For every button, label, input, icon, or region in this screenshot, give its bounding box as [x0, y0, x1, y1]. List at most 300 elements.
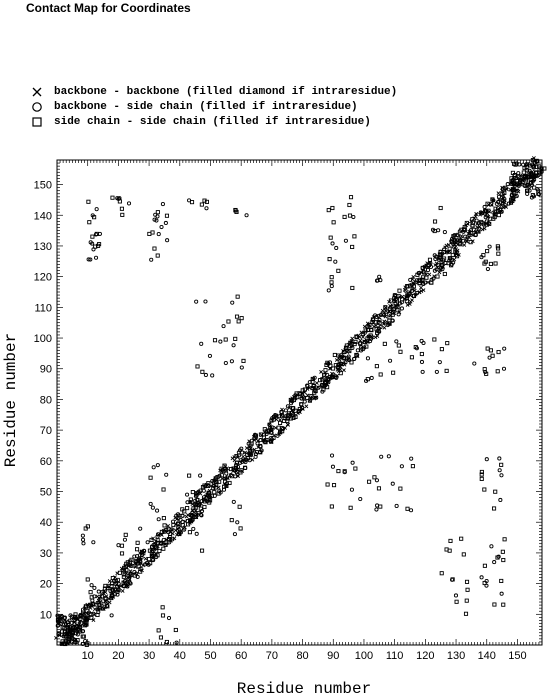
y-tick-label: 30 [39, 547, 52, 560]
contact-point [506, 182, 509, 185]
contact-point [92, 618, 95, 621]
contact-point [136, 541, 139, 544]
contact-point [428, 258, 431, 261]
contact-point [213, 491, 216, 494]
contact-point [493, 603, 496, 606]
contact-point [331, 242, 334, 245]
contact-point [159, 636, 162, 639]
contact-point [111, 196, 114, 199]
contact-point [284, 409, 287, 412]
contact-point [152, 466, 155, 469]
contact-point [493, 561, 496, 564]
contact-point [353, 235, 356, 238]
contact-point [466, 588, 469, 591]
contact-point [421, 370, 424, 373]
contact-point [192, 527, 195, 530]
contact-point [399, 487, 402, 490]
x-tick-label: 80 [296, 650, 309, 662]
contact-point [208, 354, 211, 357]
contact-point [149, 502, 152, 505]
contact-point [89, 591, 92, 594]
contact-point [460, 234, 463, 237]
contact-point [245, 214, 248, 217]
contact-point [500, 579, 503, 582]
contact-point [462, 553, 465, 556]
contact-point [171, 520, 174, 523]
contact-point [400, 465, 403, 468]
contact-point [315, 381, 318, 384]
contact-point [454, 594, 457, 597]
contact-point [332, 484, 335, 487]
contact-point [492, 507, 495, 510]
y-tick-label: 150 [33, 179, 52, 192]
contact-point [110, 614, 113, 617]
contact-point [497, 195, 500, 198]
contact-point [367, 480, 370, 483]
contact-point [343, 215, 346, 218]
contact-point [236, 295, 239, 298]
x-tick-label: 60 [235, 650, 248, 662]
x-axis-label: Residue number [236, 680, 372, 696]
contact-point [503, 347, 506, 350]
contact-point [161, 614, 164, 617]
x-tick-label: 50 [204, 650, 217, 662]
contact-point [225, 472, 228, 475]
contact-point [161, 606, 164, 609]
contact-point [81, 635, 84, 638]
contact-point [439, 206, 442, 209]
contact-point [471, 240, 474, 243]
contact-point [354, 467, 357, 470]
contact-point [124, 533, 127, 536]
contact-point [366, 357, 369, 360]
contact-point [337, 269, 340, 272]
contact-point [406, 507, 409, 510]
contact-point [174, 628, 177, 631]
contact-point [349, 506, 352, 509]
y-tick-label: 110 [34, 302, 52, 315]
contact-point [351, 461, 354, 464]
contact-point [349, 196, 352, 199]
contact-point [502, 558, 505, 561]
contact-point [163, 524, 166, 527]
contact-point [496, 370, 499, 373]
contact-point [410, 356, 413, 359]
contact-point [420, 360, 423, 363]
contact-point [203, 505, 206, 508]
contact-point [139, 527, 142, 530]
contact-point [379, 373, 382, 376]
contact-point [351, 245, 354, 248]
contact-point [433, 220, 436, 223]
contact-point [230, 519, 233, 522]
contact-point [95, 208, 98, 211]
y-tick-label: 50 [39, 486, 52, 499]
contact-point [486, 267, 489, 270]
contact-point [93, 586, 96, 589]
x-tick-label: 20 [112, 650, 125, 662]
x-tick-label: 110 [385, 650, 404, 662]
x-tick-label: 70 [265, 650, 278, 662]
contact-point [151, 506, 154, 509]
contact-point [466, 222, 469, 225]
contact-point [188, 531, 191, 534]
legend-label: side chain - side chain (filled if intraresidue) [54, 116, 371, 128]
contact-point [395, 504, 398, 507]
contact-point [440, 348, 443, 351]
contact-point [165, 640, 168, 643]
contact-point [87, 200, 90, 203]
contact-point [200, 203, 203, 206]
contact-point [380, 455, 383, 458]
contact-point [422, 341, 425, 344]
x-tick-label: 10 [81, 650, 94, 662]
contact-point [227, 320, 230, 323]
contact-point [378, 275, 381, 278]
contact-point [437, 229, 440, 232]
contact-point [91, 235, 94, 238]
contact-point [305, 405, 308, 408]
contact-point [501, 550, 504, 553]
y-tick-label: 140 [33, 210, 52, 223]
contact-point [201, 370, 204, 373]
contact-point [88, 221, 91, 224]
contact-point [229, 473, 232, 476]
contact-point [319, 370, 322, 373]
contact-point [480, 477, 483, 480]
y-tick-label: 60 [39, 455, 52, 468]
chart-title: Contact Map for Coordinates [26, 1, 191, 15]
contact-point [127, 202, 130, 205]
contact-point [465, 599, 468, 602]
contact-point [428, 273, 431, 276]
contact-point [224, 361, 227, 364]
contact-point [348, 203, 351, 206]
contact-point [213, 339, 216, 342]
contact-point [377, 487, 380, 490]
contact-point [426, 268, 429, 271]
contact-point [500, 592, 503, 595]
y-tick-label: 130 [33, 240, 52, 253]
contact-point [82, 542, 85, 545]
contact-point [359, 497, 362, 500]
y-tick-label: 120 [33, 271, 52, 284]
contact-point [335, 246, 338, 249]
contact-point [166, 524, 169, 527]
contact-point [463, 243, 466, 246]
x-tick-label: 140 [477, 650, 496, 662]
contact-point [464, 612, 467, 615]
contact-point [162, 547, 165, 550]
contact-point [232, 500, 235, 503]
contact-point [523, 166, 526, 169]
x-tick-label: 130 [446, 650, 466, 662]
contact-point [483, 205, 486, 208]
contact-point [497, 252, 500, 255]
contact-point [420, 352, 423, 355]
contact-point [326, 483, 329, 486]
contact-point [222, 325, 225, 328]
contact-point [334, 260, 337, 263]
contact-point [330, 285, 333, 288]
contact-point [162, 517, 165, 520]
contact-point [502, 367, 505, 370]
x-tick-label: 150 [508, 650, 527, 662]
contact-point [475, 212, 478, 215]
contact-point [446, 342, 449, 345]
contact-point [485, 458, 488, 461]
contact-point [167, 616, 170, 619]
contact-point [498, 469, 501, 472]
contact-point [436, 275, 439, 278]
contact-point [342, 369, 345, 372]
contact-point [489, 349, 492, 352]
contact-point [200, 342, 203, 345]
contact-point [149, 476, 152, 479]
contact-point [392, 371, 395, 374]
contact-point [532, 156, 535, 159]
contact-point [185, 493, 188, 496]
contact-point [331, 206, 334, 209]
y-tick-label: 70 [39, 425, 52, 438]
y-axis-label: Residue number [2, 332, 20, 468]
contact-point [433, 338, 436, 341]
contact-point [398, 289, 401, 292]
x-tick-label: 120 [416, 650, 435, 662]
contact-point [328, 257, 331, 260]
contact-point [391, 482, 394, 485]
contact-point [399, 350, 402, 353]
contact-point [240, 317, 243, 320]
contact-point [166, 239, 169, 242]
contact-point [84, 527, 87, 530]
contact-point [383, 342, 386, 345]
contact-point [156, 464, 159, 467]
contact-point [238, 505, 241, 508]
contact-point [473, 362, 476, 365]
contact-point [165, 214, 168, 217]
contact-point [81, 534, 84, 537]
contact-point [186, 506, 189, 509]
contact-point [500, 463, 503, 466]
contact-point [499, 498, 502, 501]
x-tick-label: 40 [173, 650, 186, 662]
contact-point [383, 326, 386, 329]
contact-point [483, 564, 486, 567]
contact-point [156, 254, 159, 257]
contact-point [195, 532, 198, 535]
contact-point [337, 469, 340, 472]
y-tick-label: 100 [33, 333, 52, 346]
contact-point [330, 281, 333, 284]
contact-point [86, 578, 89, 581]
contact-point [205, 207, 208, 210]
contact-point [526, 192, 529, 195]
y-tick-label: 10 [39, 609, 52, 622]
contact-point [497, 192, 500, 195]
contact-point [162, 488, 165, 491]
contact-point [234, 337, 237, 340]
contact-point [123, 538, 126, 541]
contact-point [330, 505, 333, 508]
contact-point [486, 347, 489, 350]
contact-point [239, 527, 242, 530]
contact-point [502, 603, 505, 606]
contact-point [121, 213, 124, 216]
contact-point [438, 361, 441, 364]
contact-point [191, 490, 194, 493]
contact-point [435, 370, 438, 373]
contact-point [327, 209, 330, 212]
contact-point [410, 457, 413, 460]
contact-point [156, 211, 159, 214]
contact-point [233, 459, 236, 462]
contact-point [488, 245, 491, 248]
contact-point [494, 490, 497, 493]
contact-point [486, 250, 489, 253]
contact-point [230, 360, 233, 363]
contact-point [278, 421, 281, 424]
contact-point [231, 301, 234, 304]
contact-point [157, 518, 160, 521]
contact-point [375, 365, 378, 368]
contact-point [490, 545, 493, 548]
contact-point [443, 230, 446, 233]
contact-point [82, 635, 85, 638]
contact-point [465, 580, 468, 583]
contact-point [370, 376, 373, 379]
contact-point [90, 584, 93, 587]
y-tick-label: 80 [39, 394, 52, 407]
contact-point [330, 454, 333, 457]
contact-point [235, 315, 238, 318]
contact-point [232, 344, 235, 347]
contact-point [237, 320, 240, 323]
x-tick-label: 100 [354, 650, 374, 662]
contact-point [188, 474, 191, 477]
legend-label: backbone - backbone (filled diamond if intraresidue) [54, 86, 398, 98]
y-tick-label: 90 [39, 363, 52, 376]
contact-point [240, 366, 243, 369]
contact-point [91, 599, 94, 602]
contact-point [236, 521, 239, 524]
contact-point [157, 232, 160, 235]
contact-point [387, 455, 390, 458]
x-tick-label: 30 [142, 650, 156, 662]
contact-point [489, 262, 492, 265]
contact-point [375, 508, 378, 511]
contact-point [522, 171, 525, 174]
contact-point [86, 525, 89, 528]
contact-point [113, 576, 116, 579]
contact-point [350, 488, 353, 491]
contact-point [344, 239, 347, 242]
contact-point [443, 272, 446, 275]
contact-point [120, 544, 123, 547]
contact-point [157, 629, 160, 632]
contact-point [195, 300, 198, 303]
contact-point [303, 400, 306, 403]
contact-point [224, 338, 227, 341]
contact-point [456, 234, 459, 237]
contact-point [503, 538, 506, 541]
contact-point [494, 262, 497, 265]
contact-point [204, 373, 207, 376]
contact-point [397, 344, 400, 347]
contact-point [155, 509, 158, 512]
contact-point [233, 533, 236, 536]
contact-point [491, 354, 494, 357]
y-tick-label: 40 [39, 517, 52, 530]
contact-point [97, 590, 100, 593]
y-tick-label: 20 [39, 578, 52, 591]
contact-point [196, 365, 199, 368]
contact-point [331, 465, 334, 468]
contact-point [460, 537, 463, 540]
contact-point [498, 457, 501, 460]
contact-point [117, 544, 120, 547]
contact-point [164, 221, 167, 224]
x-tick-label: 90 [327, 650, 340, 662]
contact-point [153, 247, 156, 250]
contact-point [148, 232, 151, 235]
contact-point [483, 488, 486, 491]
contact-point [329, 236, 332, 239]
contact-point [179, 518, 182, 521]
contact-point [161, 202, 164, 205]
contact-point [480, 576, 483, 579]
contact-point [81, 538, 84, 541]
contact-point [165, 473, 168, 476]
contact-point [200, 549, 203, 552]
contact-point [388, 359, 391, 362]
contact-point [411, 465, 414, 468]
contact-point [517, 172, 520, 175]
contact-point [160, 225, 163, 228]
contact-point [497, 350, 500, 353]
contact-point [348, 214, 351, 217]
contact-point [409, 509, 412, 512]
contact-point [373, 476, 376, 479]
contact-point [330, 276, 333, 279]
contact-point [395, 340, 398, 343]
contact-point [500, 474, 503, 477]
contact-point [449, 539, 452, 542]
contact-point [356, 349, 359, 352]
contact-marks [54, 156, 546, 646]
contact-point [379, 505, 382, 508]
contact-point [121, 589, 124, 592]
contact-point [242, 455, 245, 458]
contact-point [151, 231, 154, 234]
contact-point [219, 340, 222, 343]
contact-point [321, 390, 324, 393]
contact-point [400, 307, 403, 310]
contact-point [242, 359, 245, 362]
contact-point [497, 214, 500, 217]
contact-point [202, 489, 205, 492]
contact-point [440, 572, 443, 575]
legend-label: backbone - side chain (filled if intraresidue) [54, 101, 358, 113]
contact-point [144, 557, 147, 560]
contact-point [352, 215, 355, 218]
contact-point [148, 557, 151, 560]
contact-point [445, 369, 448, 372]
contact-point [522, 163, 525, 166]
contact-point [150, 258, 153, 261]
contact-point [333, 353, 336, 356]
contact-point [94, 256, 97, 259]
